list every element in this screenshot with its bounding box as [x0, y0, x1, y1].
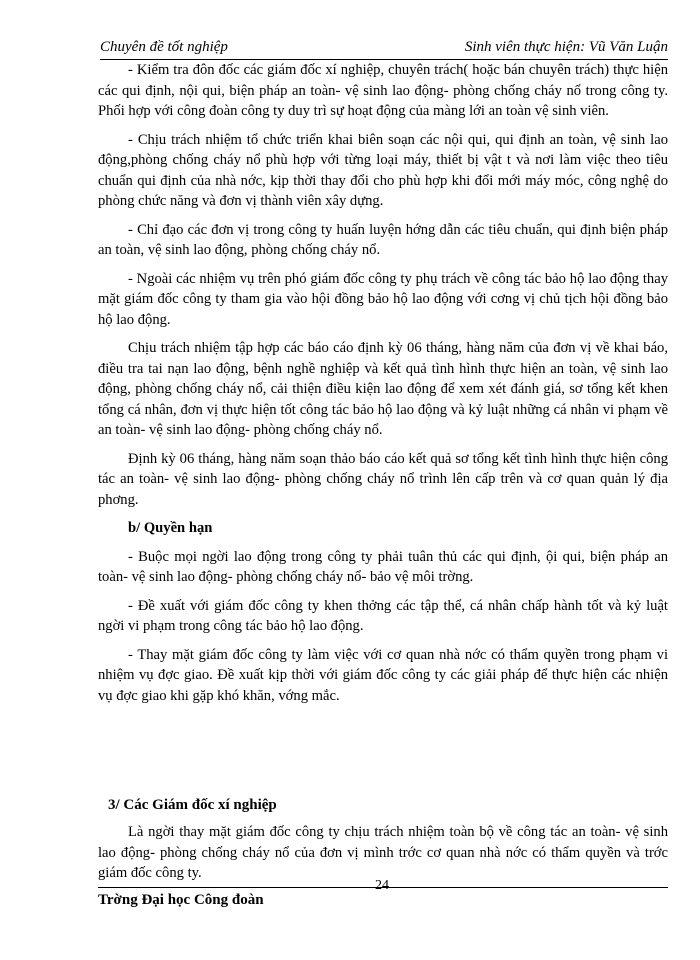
paragraph-3: - Chỉ đạo các đơn vị trong công ty huấn luyện hớng dẫn các tiêu chuẩn, qui định biện pháp an toàn, vệ sinh lao động, phòng chống cháy nổ.	[98, 221, 668, 258]
section-body: Là ngời thay mặt giám đốc công ty chịu trách nhiệm toàn bộ về công tác an toàn- vệ sinh lao động- phòng chống cháy nổ của đơn vị mình trớc cơ quan nhà nớc có thẩm quyền và trớc giám đốc công ty.	[98, 824, 668, 881]
subheading-rights: b/ Quyền hạn	[128, 520, 213, 536]
section-heading: 3/ Các Giám đốc xí nghiệp	[108, 797, 277, 813]
rights-item-3: - Thay mặt giám đốc công ty làm việc với cơ quan nhà nớc có thẩm quyền trong phạm vi nhiệm vụ đợc giao. Đề xuất kịp thời với giám đốc công ty các giải pháp để thực hiện các nhiện vụ đợc giao khi gặp khó khăn, vớng mắc.	[98, 646, 668, 704]
page-header	[100, 39, 668, 60]
header-document-type: Chuyên đề tốt nghiệp	[100, 39, 228, 55]
paragraph-6: Định kỳ 06 tháng, hàng năm soạn thảo báo cáo kết quả sơ tổng kết tình hình thực hiện công tác an toàn- vệ sinh lao động- phòng chống cháy nổ trình lên cấp trên và cơ quan quản lý địa phơng.	[98, 450, 668, 508]
paragraph-2: - Chịu trách nhiệm tổ chức triển khai biên soạn các nội qui, qui định an toàn, vệ sinh lao động,phòng chống cháy nổ phù hợp với từng loại máy, thiết bị vật t và nơi làm việc theo tiêu chuẩn qui định của nhà nớc, kịp thời thay đổi cho phù hợp khi đổi mới máy móc, công nghệ do phòng chức năng và đơn vị thành viên xây dựng.	[98, 131, 668, 209]
rights-item-2: - Đề xuất với giám đốc công ty khen thởng các tập thể, cá nhân chấp hành tốt và kỷ luật ngời vi phạm trong công tác bảo hộ lao động.	[98, 597, 668, 634]
page-footer	[98, 878, 668, 918]
paragraph-5: Chịu trách nhiệm tập hợp các báo cáo định kỳ 06 tháng, hàng năm của đơn vị về khai báo, điều tra tai nạn lao động, bệnh nghề nghiệp và kết quả tình hình thực hiện an toàn, vệ sinh lao động, phòng chống cháy nổ, cải thiện điều kiện lao động để xem xét đánh giá, sơ tổng kết khen tổng cá nhân, đơn vị thực hiện tốt công tác bảo hộ lao động và kỷ luật những cá nhân vi phạm về an toàn- vệ sinh lao động- phòng chống cháy nổ.	[98, 340, 668, 438]
page-number: 24	[375, 878, 389, 893]
footer-school: Trờng Đại học Công đoàn	[98, 892, 264, 908]
paragraph-1: - Kiểm tra đôn đốc các giám đốc xí nghiệp, chuyên trách( hoặc bán chuyên trách) thực hiện các qui định, nội qui, biện pháp an toàn- vệ sinh lao động- phòng chống cháy nổ trong công ty. Phối hợp với công đoàn công ty duy trì sự hoạt động của màng lới an toàn vệ sinh viên.	[98, 62, 668, 119]
page-body	[98, 60, 668, 714]
header-author: Sinh viên thực hiện: Vũ Văn Luận	[464, 39, 668, 55]
paragraph-4: - Ngoài các nhiệm vụ trên phó giám đốc công ty phụ trách về công tác bảo hộ lao động thay mặt giám đốc công ty tham gia vào hội đồng bảo hộ lao động với cơng vị chủ tịch hội đồng bảo hộ lao động.	[98, 270, 668, 328]
rights-item-1: - Buộc mọi ngời lao động trong công ty phải tuân thủ các qui định, ội qui, biện pháp an toàn- vệ sinh lao động- phòng chống cháy nổ- bảo vệ môi trờng.	[98, 548, 668, 585]
